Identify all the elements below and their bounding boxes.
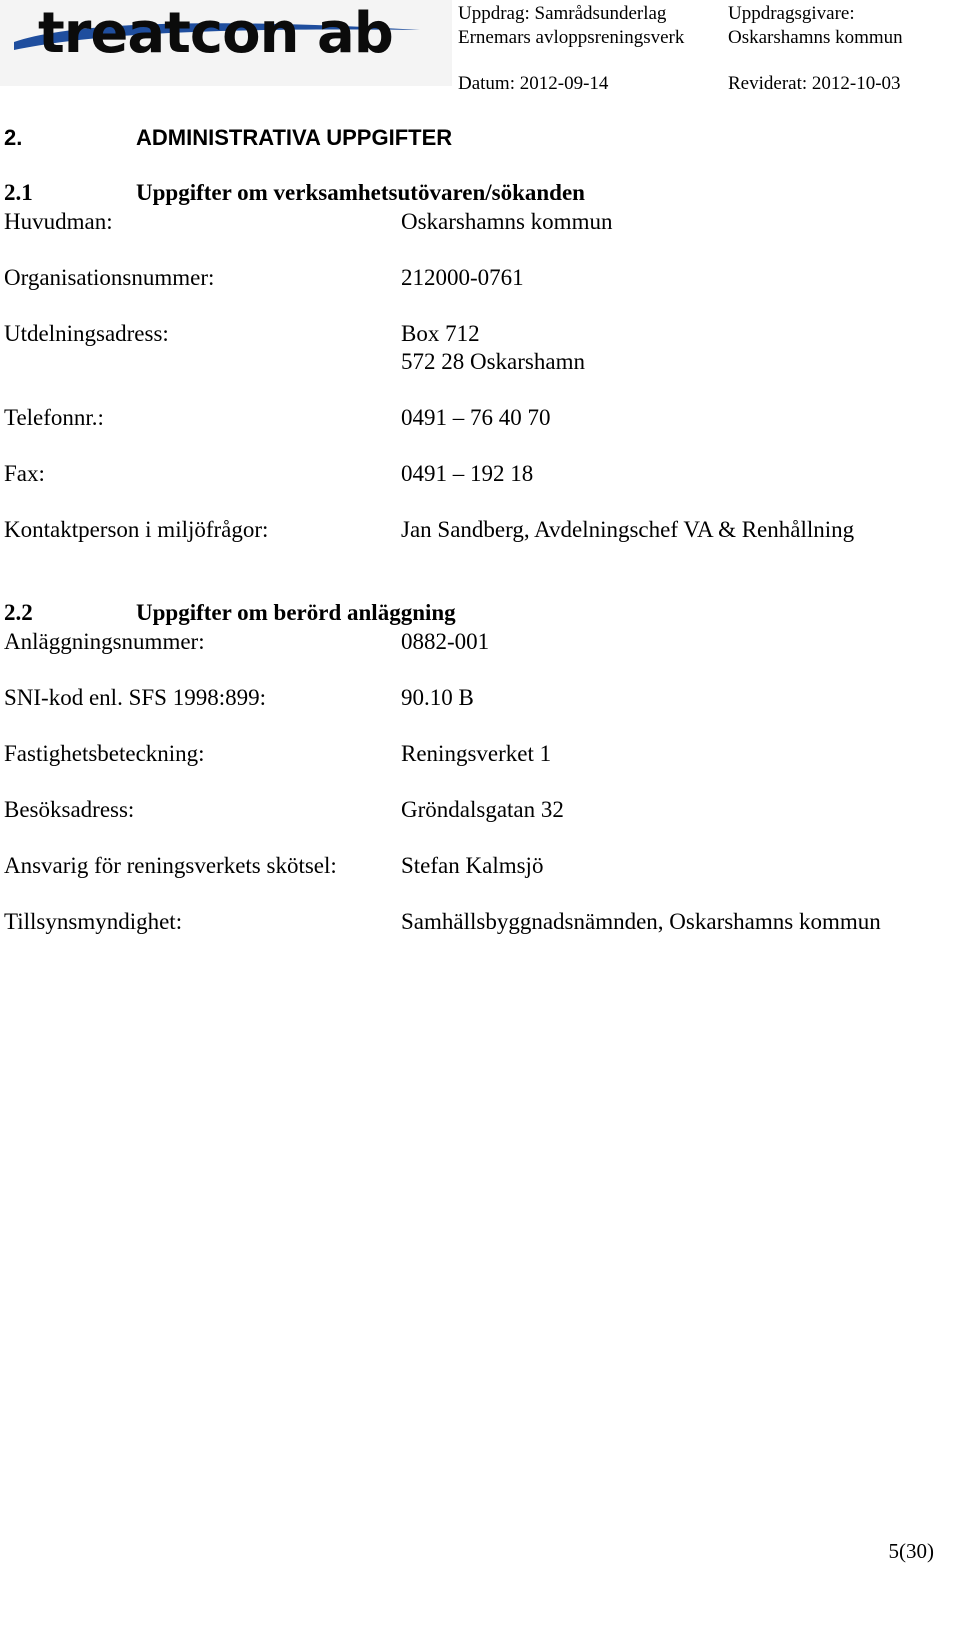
value-besoksadress: Gröndalsgatan 32 <box>401 797 564 822</box>
label-kontaktperson: Kontaktperson i miljöfrågor: <box>4 517 269 542</box>
date-text: Datum: 2012-09-14 <box>458 73 609 94</box>
value-tillsynsmyndighet: Samhällsbyggnadsnämnden, Oskarshamns kommun <box>401 909 881 934</box>
subsection-1-number: 2.1 <box>4 180 33 205</box>
label-tillsynsmyndighet: Tillsynsmyndighet: <box>4 909 183 934</box>
label-besoksadress: Besöksadress: <box>4 797 135 822</box>
value-utdelningsadress-line1: Box 712 <box>401 321 480 346</box>
value-ansvarig: Stefan Kalmsjö <box>401 853 544 878</box>
label-fastighetsbeteckning: Fastighetsbeteckning: <box>4 741 205 766</box>
client-label: Uppdragsgivare: <box>728 3 855 24</box>
revised-text: Reviderat: 2012-10-03 <box>728 73 901 94</box>
assignment-label: Uppdrag: Samrådsunderlag <box>458 3 667 24</box>
assignment-value: Ernemars avloppsreningsverk <box>458 27 685 48</box>
value-sni-kod: 90.10 B <box>401 685 474 710</box>
label-anlaggningsnummer: Anläggningsnummer: <box>4 629 205 654</box>
section-title: ADMINISTRATIVA UPPGIFTER <box>136 125 453 150</box>
company-logo <box>0 0 452 86</box>
page-number: 5(30) <box>888 1539 934 1563</box>
subsection-1-title: Uppgifter om verksamhetsutövaren/sökanden <box>136 180 585 205</box>
client-value: Oskarshamns kommun <box>728 27 903 48</box>
section-number: 2. <box>4 125 23 150</box>
label-sni-kod: SNI-kod enl. SFS 1998:899: <box>4 685 266 710</box>
subsection-2-number: 2.2 <box>4 600 33 625</box>
value-anlaggningsnummer: 0882-001 <box>401 629 490 654</box>
value-fastighetsbeteckning: Reningsverket 1 <box>401 741 552 766</box>
label-fax: Fax: <box>4 461 45 486</box>
value-huvudman: Oskarshamns kommun <box>401 209 613 234</box>
subsection-2-title: Uppgifter om berörd anläggning <box>136 600 456 625</box>
value-utdelningsadress-line2: 572 28 Oskarshamn <box>401 349 585 374</box>
logo-text: treatcon ab <box>38 1 393 66</box>
label-organisationsnummer: Organisationsnummer: <box>4 265 215 290</box>
label-ansvarig: Ansvarig för reningsverkets skötsel: <box>4 853 337 878</box>
label-huvudman: Huvudman: <box>4 209 113 234</box>
value-telefonnr: 0491 – 76 40 70 <box>401 405 551 430</box>
value-fax: 0491 – 192 18 <box>401 461 534 486</box>
value-kontaktperson: Jan Sandberg, Avdelningschef VA & Renhållning <box>401 517 855 542</box>
value-organisationsnummer: 212000-0761 <box>401 265 524 290</box>
label-telefonnr: Telefonnr.: <box>4 405 104 430</box>
label-utdelningsadress: Utdelningsadress: <box>4 321 169 346</box>
